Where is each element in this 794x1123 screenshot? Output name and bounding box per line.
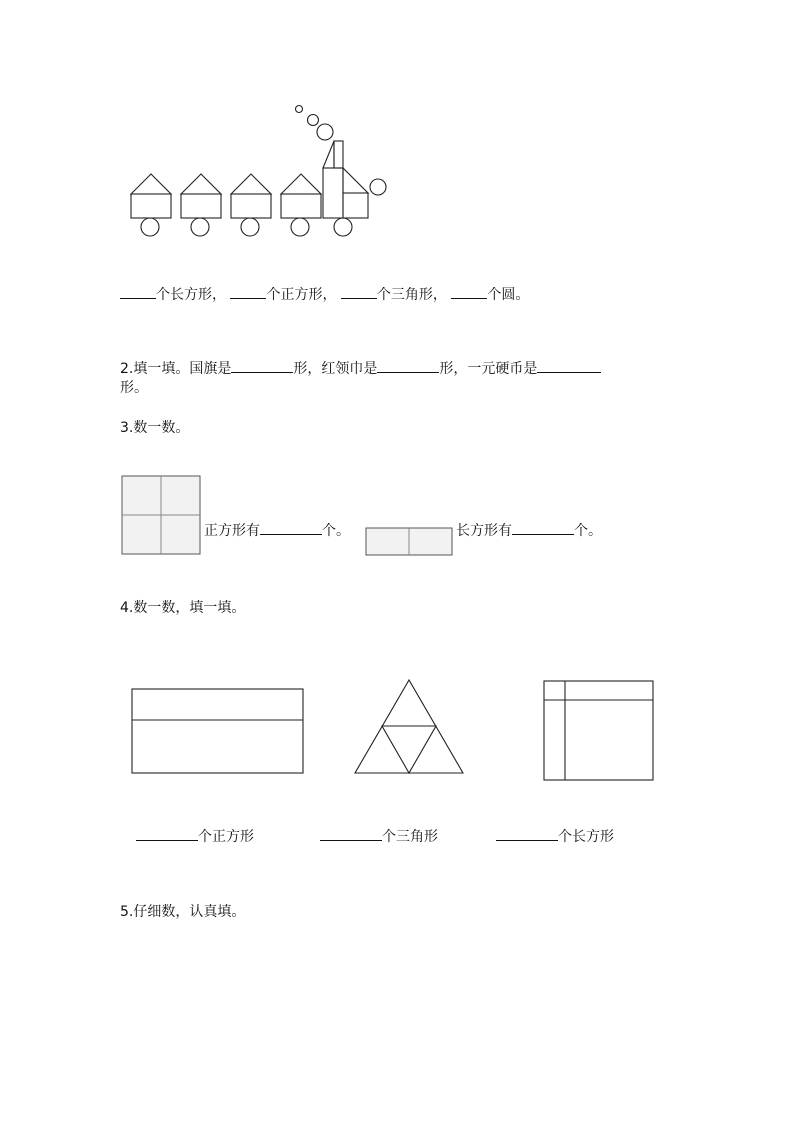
wagon-4 — [281, 174, 321, 236]
engine-rectangle — [323, 168, 343, 218]
wagon-2 — [181, 174, 221, 236]
q1-text-circles: 个圆。 — [487, 287, 530, 303]
question-number: 4. — [120, 600, 134, 616]
answer-blank[interactable] — [320, 826, 382, 841]
answer-blank[interactable] — [512, 520, 574, 535]
q1-text-squares: 个正方形， — [266, 287, 337, 303]
square-grid-figure — [122, 476, 200, 554]
q1-text-triangles: 个三角形， — [376, 287, 447, 303]
q5-title — [120, 902, 245, 922]
q3-square-label: 正方形有 — [204, 523, 260, 539]
rectangle-pair-figure — [366, 528, 452, 555]
smoke-circle — [296, 106, 303, 113]
question-number: 3. — [120, 420, 134, 436]
q4-answer-1 — [136, 826, 254, 847]
answer-blank[interactable] — [231, 358, 293, 373]
headlight-circle — [370, 179, 386, 195]
engine-wheel-circle — [334, 218, 352, 236]
question-title: 仔细数，认真填。 — [133, 904, 246, 920]
smoke-circle — [317, 124, 333, 140]
answer-blank[interactable] — [451, 284, 487, 299]
q3-title — [120, 418, 189, 438]
engine-square — [343, 193, 368, 218]
q4-label-triangles: 个三角形 — [382, 829, 438, 845]
q2-line-1 — [120, 358, 601, 379]
answer-blank[interactable] — [120, 284, 156, 299]
smoke-circle — [308, 115, 319, 126]
q2-lead-text: 填一填。国旗是 — [133, 361, 232, 377]
q3-rect-label: 长方形有 — [456, 523, 512, 539]
answer-blank[interactable] — [230, 284, 266, 299]
q4-answer-2 — [320, 826, 438, 847]
q4-label-rectangles: 个长方形 — [558, 829, 614, 845]
q3-rect-answer — [456, 520, 602, 541]
q3-square-end: 个。 — [322, 523, 350, 539]
engine-triangle — [343, 168, 368, 193]
split-rectangle-figure — [132, 689, 303, 773]
q4-label-squares: 个正方形 — [198, 829, 254, 845]
answer-blank[interactable] — [136, 826, 198, 841]
question-title: 数一数。 — [133, 420, 190, 436]
q2-line-2: 形。 — [120, 380, 148, 396]
answer-blank[interactable] — [260, 520, 322, 535]
answer-blank[interactable] — [377, 358, 439, 373]
wagon-1 — [131, 174, 171, 236]
q4-answer-3 — [496, 826, 614, 847]
wagon-3 — [231, 174, 271, 236]
q3-square-answer — [204, 520, 350, 541]
q2-mid-text-2: 形，一元硬币是 — [439, 361, 538, 377]
q1-sentence — [120, 284, 529, 305]
answer-blank[interactable] — [341, 284, 377, 299]
grid-rectangle-figure — [544, 681, 653, 780]
q1-text-rectangles: 个长方形， — [156, 287, 226, 303]
chimney-triangle — [323, 141, 334, 168]
chimney-rectangle — [334, 141, 343, 168]
question-number: 2. — [120, 361, 134, 377]
q3-rect-end: 个。 — [574, 523, 602, 539]
answer-blank[interactable] — [537, 358, 601, 373]
q4-title — [120, 598, 245, 618]
question-number: 5. — [120, 904, 134, 920]
answer-blank[interactable] — [496, 826, 558, 841]
q2-mid-text-1: 形，红领巾是 — [293, 361, 378, 377]
nested-triangle-figure — [355, 680, 463, 773]
question-title: 数一数，填一填。 — [133, 600, 246, 616]
